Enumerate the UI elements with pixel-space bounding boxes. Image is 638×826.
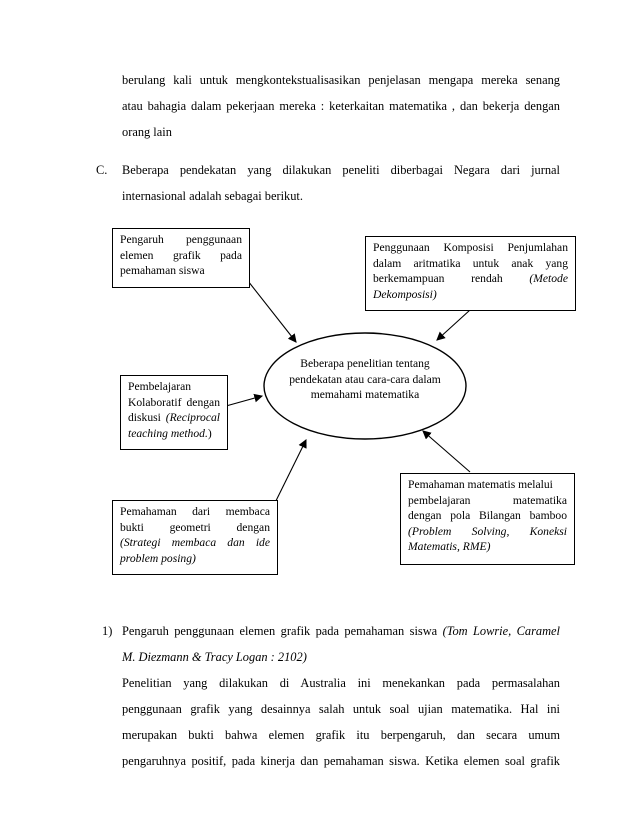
intro-line-1: berulang kali untuk mengkontekstualisasikan penjelasan mengapa mereka senang <box>122 73 560 87</box>
item-1-number: 1) <box>102 624 113 638</box>
box-kolaboratif-line-3-text: diskusi <box>128 411 161 425</box>
box-geometri <box>112 500 278 575</box>
box-dekomposisi-line-4: Dekomposisi) <box>373 287 437 301</box>
box-geometri-line-1: Pemahaman dari membaca <box>120 505 270 518</box>
center-text-line-2: pendekatan atau cara-cara dalam <box>289 372 441 386</box>
box-kolaboratif-line-2: Kolaboratif dengan <box>128 395 220 409</box>
item-1-body-line-1: Penelitian yang dilakukan di Australia ini menekankan pada permasalahan <box>122 676 560 690</box>
box-geometri-line-3: (Strategi membaca dan ide <box>120 536 270 550</box>
box-dekomposisi-line-1: Penggunaan Komposisi Penjumlahan <box>373 241 568 254</box>
box-bilangan-bamboo-line-2: pembelajaran matematika <box>408 493 567 507</box>
arrow-box1 <box>248 281 296 342</box>
box-bilangan-bamboo-line-1: Pemahaman matematis melalui <box>408 478 553 491</box>
box-kolaboratif <box>120 375 228 450</box>
arrow-box4 <box>423 431 470 472</box>
box-bilangan-bamboo <box>400 473 575 565</box>
intro-line-3: orang lain <box>122 125 172 139</box>
box-kolaboratif-line-3 <box>128 410 220 426</box>
box-kolaboratif-line-1: Pembelajaran <box>128 380 192 393</box>
box-grafik-line-3: pemahaman siswa <box>120 264 205 278</box>
item-1-title-line-2: M. Diezmann & Tracy Logan : 2102) <box>122 650 307 664</box>
box-grafik <box>112 228 250 288</box>
box-bilangan-bamboo-line-4: (Problem Solving, Koneksi <box>408 524 567 538</box>
box-kolaboratif-line-3-italic: (Reciprocal <box>165 411 220 425</box>
item-1-title <box>122 624 560 639</box>
box-grafik-line-1: Pengaruh penggunaan <box>120 233 242 246</box>
box-dekomposisi-line-3-italic: (Metode <box>529 272 568 286</box>
box-bilangan-bamboo-line-5: Matematis, RME) <box>408 540 491 554</box>
box-dekomposisi-line-3-text: berkemampuan rendah <box>373 272 503 286</box>
section-c-marker: C. <box>96 163 108 177</box>
box-bilangan-bamboo-line-3: dengan pola Bilangan bamboo <box>408 509 567 523</box>
intro-line-2: atau bahagia dalam pekerjaan mereka : keterkaitan matematika , dan bekerja dengan <box>122 99 560 113</box>
box-dekomposisi-line-3 <box>373 271 568 287</box>
item-1-title-text: Pengaruh penggunaan elemen grafik pada pemahaman siswa <box>122 624 443 638</box>
box-dekomposisi-line-2: dalam aritmatika untuk anak yang <box>373 256 568 270</box>
center-text <box>273 356 457 403</box>
box-kolaboratif-line-4-italic: teaching method. <box>128 426 208 440</box>
item-1-body-line-2: penggunaan grafik yang desainnya salah untuk soal ujian matematika. Hal ini <box>122 702 560 716</box>
item-1-body-line-4: pengaruhnya positif, pada kinerja dan pemahaman siswa. Ketika elemen soal grafik <box>122 754 560 768</box>
item-1-body-line-3: merupakan bukti bahwa elemen grafik itu berpengaruh, dan secara umum <box>122 728 560 742</box>
box-dekomposisi <box>365 236 576 311</box>
arrow-box3 <box>226 396 262 406</box>
box-geometri-line-2: bukti geometri dengan <box>120 520 270 534</box>
arrow-box2 <box>437 310 470 340</box>
section-c-line-2: internasional adalah sebagai berikut. <box>122 189 303 203</box>
box-kolaboratif-line-4 <box>128 426 220 442</box>
center-text-line-1: Beberapa penelitian tentang <box>300 357 430 370</box>
center-text-line-3: memahami matematika <box>310 388 420 401</box>
box-kolaboratif-line-4-text: ) <box>207 426 212 440</box>
item-1-title-authors: (Tom Lowrie, Caramel <box>442 624 560 638</box>
box-geometri-line-4: problem posing) <box>120 551 196 565</box>
box-grafik-line-2: elemen grafik pada <box>120 248 242 262</box>
section-c-line-1: Beberapa pendekatan yang dilakukan peneliti diberbagai Negara dari jurnal <box>122 163 560 177</box>
